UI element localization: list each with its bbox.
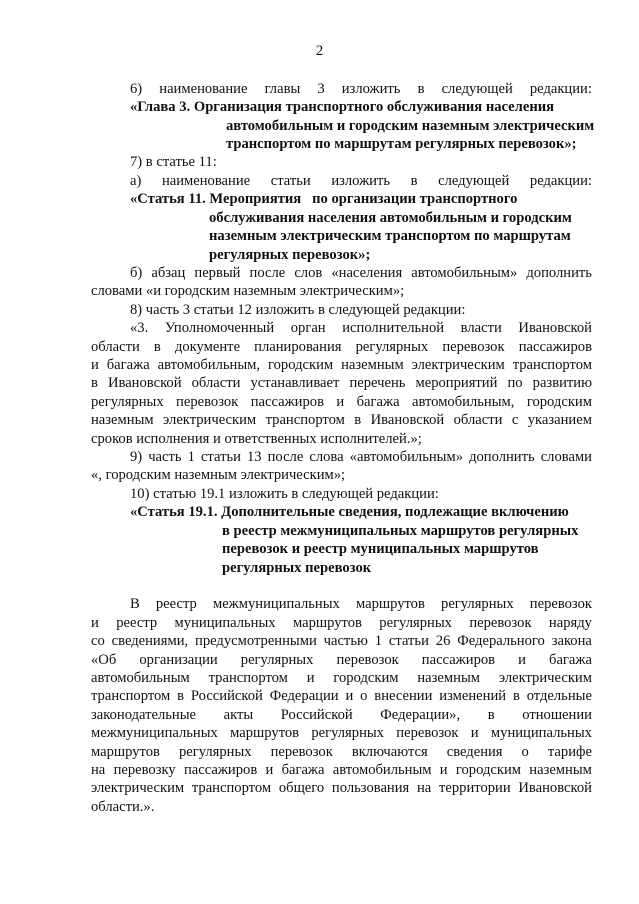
- word: «Глава 3. Организация транспортного обслуживания населения: [130, 99, 555, 115]
- text-line: [91, 374, 592, 392]
- word: 1: [374, 633, 383, 649]
- word: автомобильным: [91, 670, 190, 686]
- word: перевозок: [270, 744, 333, 760]
- word: обслуживания населения автомобильным и городским: [209, 210, 572, 226]
- word: багажа: [281, 762, 325, 778]
- word: в: [512, 688, 520, 704]
- word: слова: [309, 449, 344, 465]
- text-line: [91, 411, 592, 429]
- word: дополнить: [526, 265, 592, 281]
- text-line: [91, 356, 592, 374]
- text-line: [91, 761, 592, 779]
- word: области: [453, 412, 503, 428]
- text-line: [226, 117, 595, 135]
- word: отношении: [522, 707, 592, 723]
- word: в: [91, 375, 98, 391]
- word: 3: [317, 81, 325, 97]
- word: Ивановской: [107, 375, 182, 391]
- word: «Статья 19.1. Дополнительные сведения, подлежащие включению: [130, 504, 569, 520]
- word: регулярных: [441, 596, 514, 612]
- word: на: [416, 780, 432, 796]
- word: «, городским наземным электрическим»;: [91, 467, 346, 483]
- word: регулярных перевозок: [222, 560, 372, 576]
- word: перевозок: [336, 652, 399, 668]
- word: словами «и городским наземным электрическим»;: [91, 283, 405, 299]
- word: сроков исполнения и ответственных исполнителей.»;: [91, 431, 422, 447]
- word: Федерации: [269, 688, 339, 704]
- word: муниципальных: [490, 725, 592, 741]
- word: перевозку: [113, 762, 176, 778]
- word: в: [487, 707, 495, 723]
- word: территории: [439, 780, 511, 796]
- word: изложить: [341, 81, 401, 97]
- word: внесении: [374, 688, 433, 704]
- word: автомобильным,: [411, 394, 515, 410]
- text-line: [209, 246, 592, 264]
- word: транспортом: [191, 780, 272, 796]
- word: перевозок и реестр муниципальных маршрутов: [222, 541, 539, 557]
- word: регулярных: [240, 652, 314, 668]
- word: транспортом: [208, 670, 288, 686]
- word: 13: [246, 449, 262, 465]
- text-line: [91, 669, 592, 687]
- word: тарифе: [547, 744, 592, 760]
- word: на: [91, 762, 106, 778]
- word: устанавливает: [250, 375, 340, 391]
- word: пассажиров: [183, 762, 258, 778]
- word: и: [518, 652, 526, 668]
- word: «Статья 11. Мероприятия по организации транспортного: [130, 191, 518, 207]
- text-line: [130, 98, 592, 116]
- word: перевозок: [396, 725, 459, 741]
- word: с: [511, 412, 519, 428]
- word: реестр: [116, 615, 158, 631]
- word: наименование: [159, 81, 248, 97]
- word: общего: [278, 780, 325, 796]
- word: 7) в статье 11:: [130, 154, 217, 170]
- word: в: [177, 688, 185, 704]
- word: Российской: [280, 707, 353, 723]
- word: документе: [174, 339, 241, 355]
- word: багажа: [549, 652, 592, 668]
- word: мероприятий: [415, 375, 498, 391]
- text-line: [91, 706, 592, 724]
- word: транспортом по маршрутам регулярных перевозок»;: [226, 136, 577, 152]
- word: 26: [435, 633, 451, 649]
- word: «3.: [130, 320, 149, 336]
- word: сведениями,: [111, 633, 189, 649]
- word: маршрутов: [355, 596, 425, 612]
- word: Федерального: [457, 633, 545, 649]
- text-line: [91, 687, 592, 705]
- word: городским: [526, 394, 592, 410]
- word: транспортом: [91, 688, 171, 704]
- word: закона: [551, 633, 592, 649]
- word: статьи: [388, 633, 429, 649]
- word: транспортом: [265, 412, 345, 428]
- word: планирования: [254, 339, 342, 355]
- text-line: [91, 282, 592, 300]
- word: маршрутов: [230, 725, 300, 741]
- word: городским: [455, 762, 522, 778]
- word: 8) часть 3 статьи 12 изложить в следующей редакции:: [130, 302, 466, 318]
- page-number: 2: [315, 43, 324, 59]
- word: области: [91, 339, 140, 355]
- word: Федерации»,: [380, 707, 461, 723]
- text-line: [91, 466, 592, 484]
- word: багажа: [106, 357, 150, 373]
- word: «Об: [91, 652, 117, 668]
- word: первый: [194, 265, 241, 281]
- word: следующей: [441, 81, 513, 97]
- word: Ивановской: [518, 320, 592, 336]
- text-line: [91, 779, 592, 797]
- word: б): [130, 265, 143, 281]
- text-line: [130, 595, 592, 613]
- word: и: [345, 688, 354, 704]
- word: автомобильным,: [157, 357, 261, 373]
- word: главы: [264, 81, 301, 97]
- word: частью: [323, 633, 368, 649]
- word: наземным: [91, 412, 154, 428]
- text-line: [130, 190, 592, 208]
- word: электрическим: [411, 357, 505, 373]
- word: регулярных: [178, 744, 252, 760]
- word: городским: [333, 670, 399, 686]
- word: пассажиров: [250, 394, 324, 410]
- word: автомобильным»: [411, 265, 518, 281]
- word: автомобильным: [332, 762, 432, 778]
- word: власти: [460, 320, 502, 336]
- word: редакции:: [529, 81, 592, 97]
- word: «автомобильным»: [349, 449, 464, 465]
- word: после: [249, 265, 286, 281]
- word: наименование: [161, 173, 251, 189]
- word: предусмотренными: [195, 633, 317, 649]
- text-line: [130, 172, 592, 190]
- word: области: [191, 375, 241, 391]
- word: регулярных: [311, 725, 384, 741]
- word: наземным: [341, 357, 404, 373]
- text-line: [91, 743, 592, 761]
- text-line: [130, 301, 592, 319]
- word: регулярных: [91, 394, 164, 410]
- word: акты: [223, 707, 254, 723]
- word: отдельные: [526, 688, 592, 704]
- text-line: [91, 338, 592, 356]
- word: перевозок: [176, 394, 239, 410]
- text-line: [130, 503, 592, 521]
- text-line: [91, 632, 592, 650]
- text-line: [130, 264, 592, 282]
- word: 6): [130, 81, 143, 97]
- word: орган: [290, 320, 326, 336]
- word: наряду: [548, 615, 592, 631]
- word: со: [91, 633, 105, 649]
- word: изменений: [439, 688, 507, 704]
- word: и: [336, 394, 345, 410]
- word: дополнить: [469, 449, 535, 465]
- word: В: [130, 596, 140, 612]
- word: муниципальных: [174, 615, 276, 631]
- word: наземным: [529, 762, 592, 778]
- word: реестр: [155, 596, 197, 612]
- word: перевозок: [529, 596, 592, 612]
- word: и: [439, 762, 448, 778]
- word: Уполномоченный: [164, 320, 275, 336]
- word: маршрутов: [292, 615, 362, 631]
- word: пассажиров: [518, 339, 592, 355]
- word: области.».: [91, 799, 155, 815]
- word: 1: [187, 449, 195, 465]
- word: регулярных перевозок»;: [209, 247, 371, 263]
- word: пользования: [331, 780, 410, 796]
- text-line: [222, 540, 592, 558]
- word: сведения: [446, 744, 503, 760]
- word: регулярных: [379, 615, 452, 631]
- word: 9): [130, 449, 143, 465]
- word: регулярных: [355, 339, 429, 355]
- word: 10) статью 19.1 изложить в следующей редакции:: [130, 486, 439, 502]
- text-line: [130, 448, 592, 466]
- word: статьи: [270, 173, 311, 189]
- word: в: [417, 81, 425, 97]
- text-line: [91, 724, 592, 742]
- word: в реестр межмуниципальных маршрутов регулярных: [222, 523, 579, 539]
- word: перечень: [349, 375, 406, 391]
- word: транспортом: [512, 357, 592, 373]
- word: и: [91, 615, 99, 631]
- word: в: [354, 412, 362, 428]
- text-line: [91, 393, 592, 411]
- word: следующей: [438, 173, 510, 189]
- word: статьи: [200, 449, 241, 465]
- word: межмуниципальных: [212, 596, 340, 612]
- text-line: [91, 430, 592, 448]
- word: словами: [540, 449, 592, 465]
- word: городским: [267, 357, 334, 373]
- word: электрическим: [498, 670, 592, 686]
- text-line: [130, 80, 592, 98]
- word: и: [265, 762, 274, 778]
- word: изложить: [331, 173, 391, 189]
- word: развитию: [532, 375, 592, 391]
- text-line: [222, 559, 592, 577]
- word: пассажиров: [421, 652, 496, 668]
- word: автомобильным и городским наземным электрическим: [226, 118, 595, 134]
- word: в: [153, 339, 161, 355]
- word: и: [470, 725, 479, 741]
- word: перевозок: [442, 339, 505, 355]
- word: редакции:: [529, 173, 592, 189]
- text-line: [209, 209, 592, 227]
- word: законодательные: [91, 707, 196, 723]
- word: электрическим: [163, 412, 257, 428]
- word: по: [507, 375, 523, 391]
- word: абзац: [151, 265, 186, 281]
- text-line: [130, 319, 592, 337]
- word: наземным электрическим транспортом по маршрутам: [209, 228, 571, 244]
- text-line: [130, 485, 592, 503]
- text-line: [130, 153, 592, 171]
- word: после: [267, 449, 304, 465]
- word: организации: [139, 652, 218, 668]
- word: о: [521, 744, 529, 760]
- text-line: [91, 614, 592, 632]
- word: указанием: [527, 412, 592, 428]
- word: в: [410, 173, 418, 189]
- word: а): [130, 173, 142, 189]
- word: маршрутов: [91, 744, 160, 760]
- text-line: [91, 651, 592, 669]
- word: багажа: [356, 394, 400, 410]
- word: исполнительной: [342, 320, 445, 336]
- word: и: [306, 670, 315, 686]
- word: и: [91, 357, 99, 373]
- text-line: [209, 227, 592, 245]
- word: Ивановской: [518, 780, 592, 796]
- word: «населения: [331, 265, 403, 281]
- word: часть: [148, 449, 182, 465]
- word: Российской: [190, 688, 263, 704]
- word: Ивановской: [370, 412, 445, 428]
- word: межмуниципальных: [91, 725, 218, 741]
- word: наземным: [417, 670, 480, 686]
- text-line: [226, 135, 592, 153]
- word: электрическим: [91, 780, 185, 796]
- word: слов: [294, 265, 323, 281]
- text-line: [222, 522, 592, 540]
- word: перевозок: [469, 615, 532, 631]
- word: включаются: [351, 744, 428, 760]
- word: о: [360, 688, 368, 704]
- text-line: [91, 798, 592, 816]
